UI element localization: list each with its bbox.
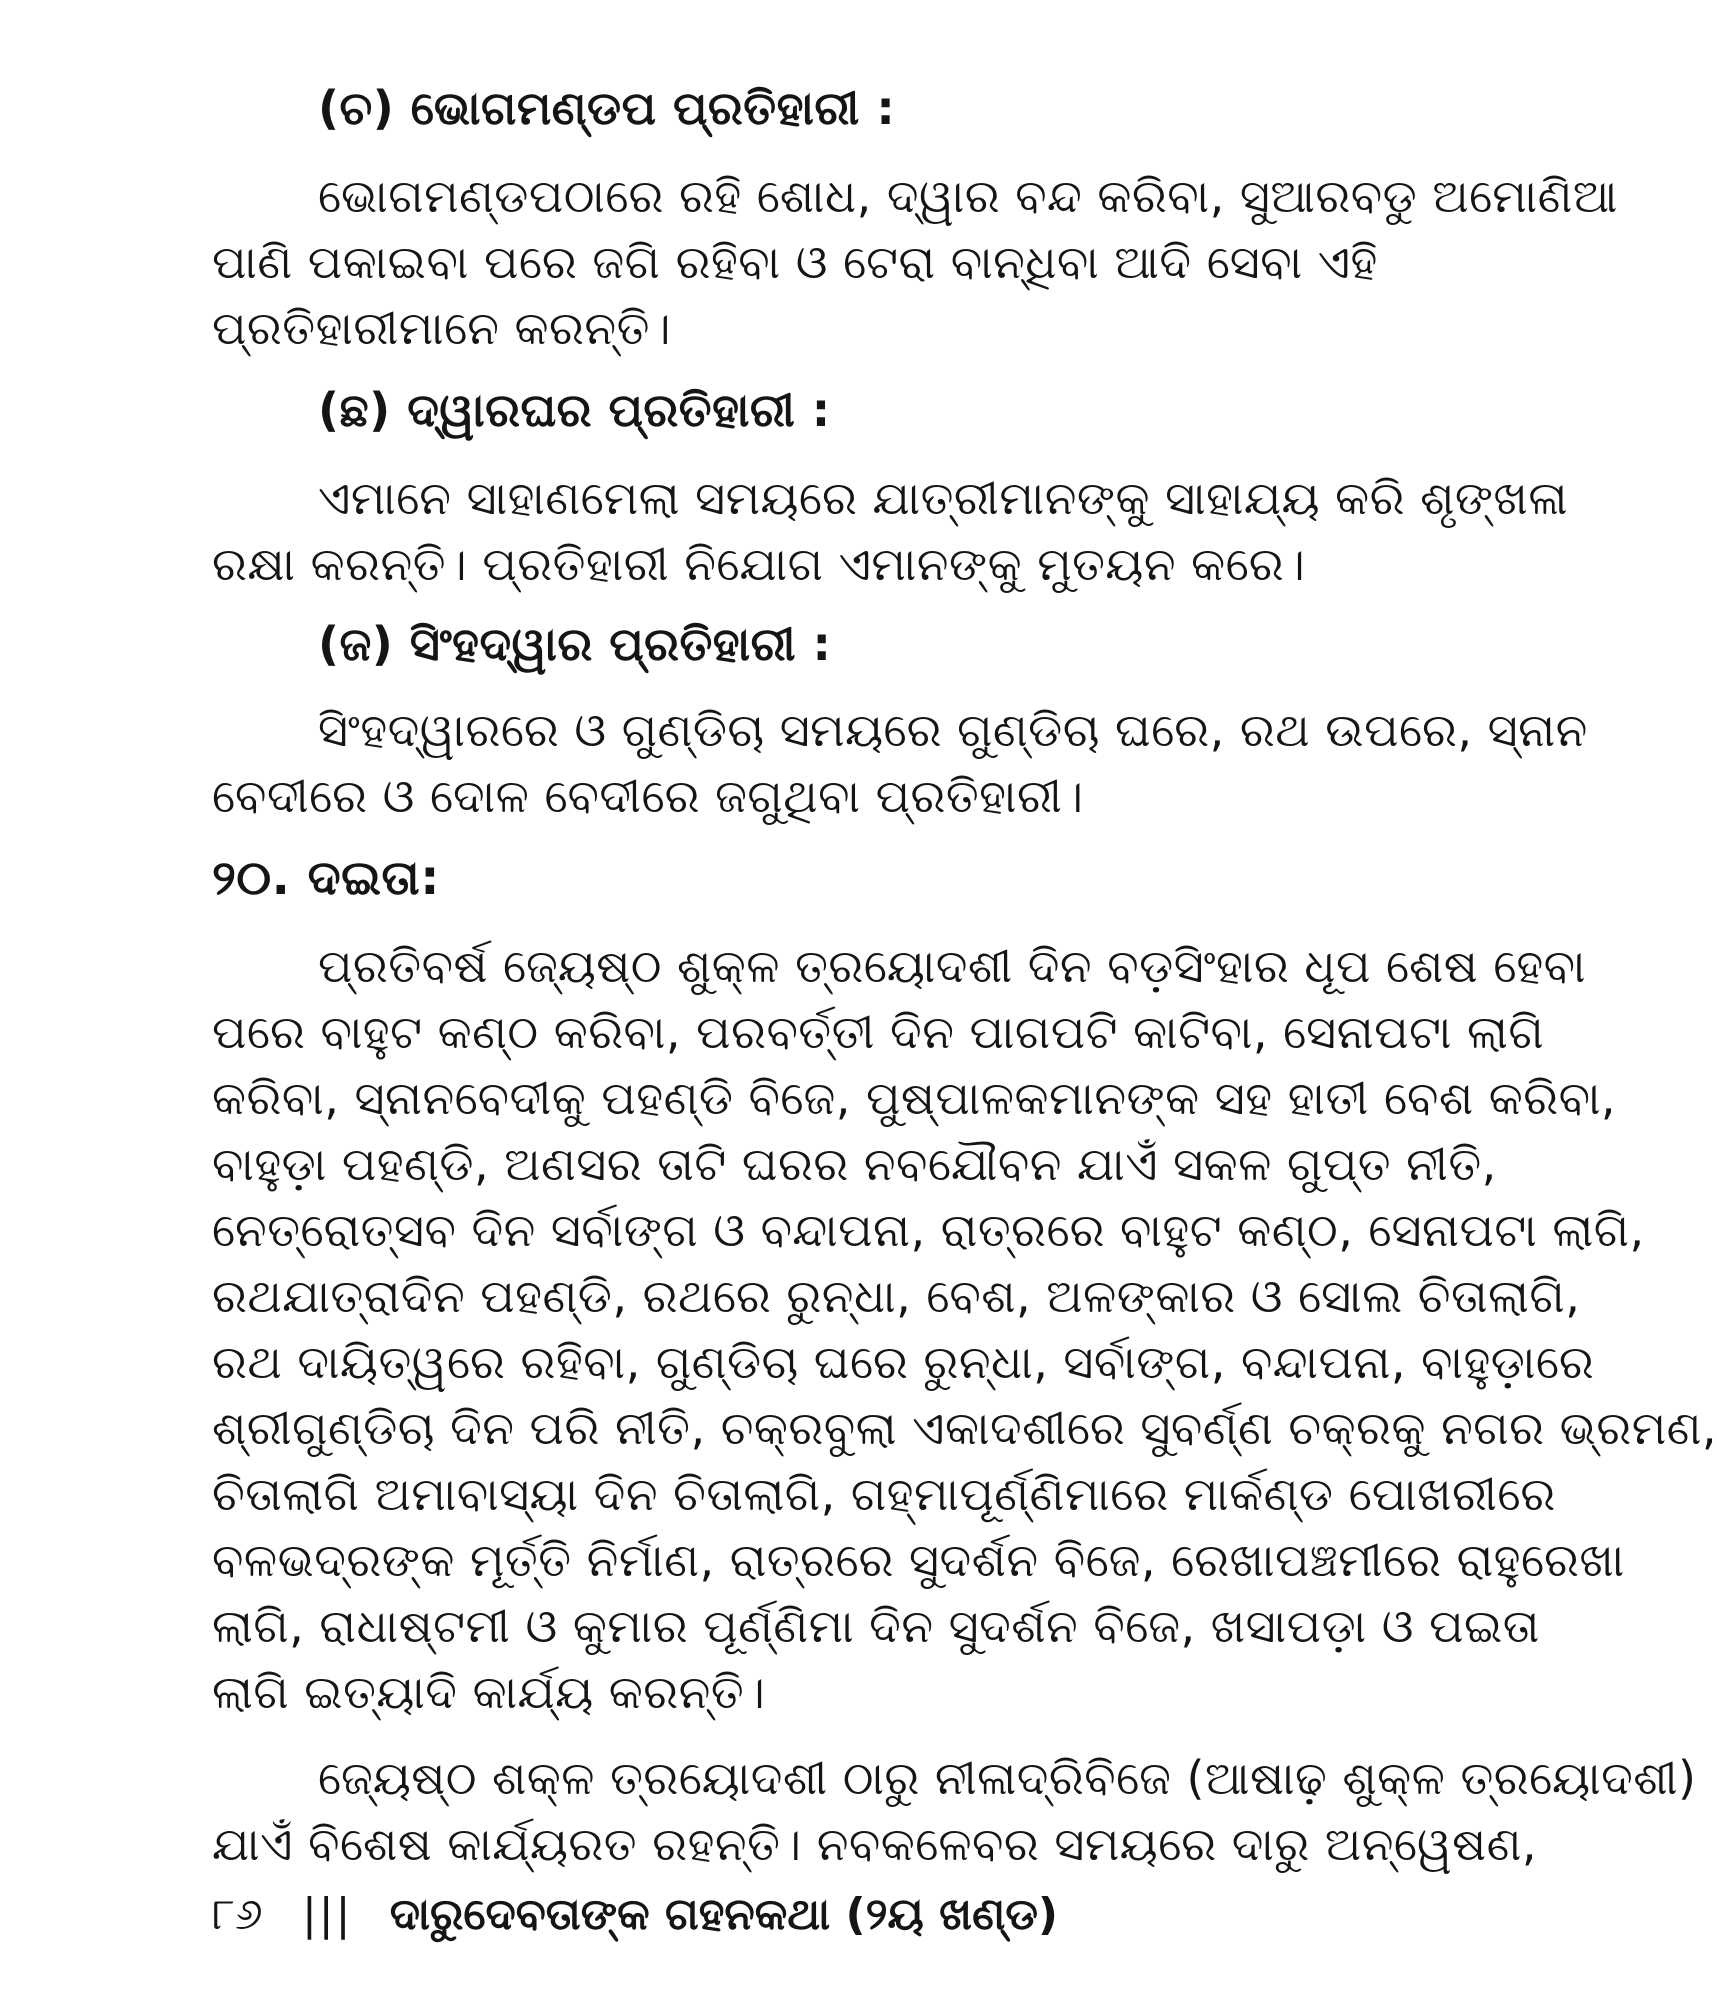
body-line: ସିଂହଦ୍ୱାରରେ ଓ ଗୁଣ୍ଡିଚା ସମୟରେ ଗୁଣ୍ଡିଚା ଘରେ, ରଥ ଉପରେ, ସ୍ନାନ <box>318 703 1588 757</box>
page-footer <box>212 1885 1058 1945</box>
body-line: ଲାଗି, ରାଧାଷ୍ଟମୀ ଓ କୁମାର ପୂର୍ଣ୍ଣିମା ଦିନ ସୁଦର୍ଶନ ବିଜେ, ଖସାପଡ଼ା ଓ ପଇତା <box>212 1599 1540 1653</box>
body-line: ପ୍ରତିବର୍ଷ ଜ୍ୟେଷ୍ଠ ଶୁକ୍ଳ ତ୍ରୟୋଦଶୀ ଦିନ ବଡ଼ସିଂହାର ଧୂପ ଶେଷ ହେବା <box>318 939 1587 993</box>
body-line: ଯାଏଁ ବିଶେଷ କାର୍ଯ୍ୟରତ ରହନ୍ତି। ନବକଳେବର ସମୟରେ ଦାରୁ ଅନ୍ୱେଷଣ, <box>212 1817 1538 1871</box>
section-heading-cha: (ଚ) ଭୋଗମଣ୍ଡପ ପ୍ରତିହାରୀ : <box>318 81 896 135</box>
body-line: ଚିତାଲାଗି ଅମାବାସ୍ୟା ଦିନ ଚିତାଲାଗି, ଗହ୍ମାପୂର୍ଣ୍ଣିମାରେ ମାର୍କଣ୍ଡ ପୋଖରୀରେ <box>212 1467 1556 1521</box>
body-line: ଭୋଗମଣ୍ଡପଠାରେ ରହି ଶୋଧ, ଦ୍ୱାର ବନ୍ଦ କରିବା, ସୁଆରବଡୁ ଅମୋଣିଆ <box>318 169 1618 223</box>
body-line: କରିବା, ସ୍ନାନବେଦୀକୁ ପହଣ୍ଡି ବିଜେ, ପୁଷ୍ପାଳକମାନଙ୍କ ସହ ହାତୀ ବେଶ କରିବା, <box>212 1071 1617 1125</box>
body-line: ବେଦୀରେ ଓ ଦୋଳ ବେଦୀରେ ଜଗୁଥିବା ପ୍ରତିହାରୀ। <box>212 769 1084 823</box>
body-line: ନେତ୍ରୋତ୍ସବ ଦିନ ସର୍ବାଙ୍ଗ ଓ ବନ୍ଦାପନା, ରାତ୍ରରେ ବାହୁଟ କଣ୍ଠ, ସେନାପଟା ଲାଗି, <box>212 1203 1645 1257</box>
body-line: ବଳଭଦ୍ରଙ୍କ ମୂର୍ତ୍ତି ନିର୍ମାଣ, ରାତ୍ରରେ ସୁଦର୍ଶନ ବିଜେ, ରେଖାପଞ୍ଚମୀରେ ରାହୁରେଖା <box>212 1533 1625 1587</box>
body-line: ପାଣି ପକାଇବା ପରେ ଜଗି ରହିବା ଓ ଟେରା ବାନ୍ଧିବା ଆଦି ସେବା ଏହି <box>212 235 1378 289</box>
body-line: ବାହୁଡ଼ା ପହଣ୍ଡି, ଅଣସର ତାଟି ଘରର ନବଯୌବନ ଯାଏଁ ସକଳ ଗୁପ୍ତ ନୀତି, <box>212 1137 1497 1191</box>
body-line: ଲାଗି ଇତ୍ୟାଦି କାର୍ଯ୍ୟ କରନ୍ତି। <box>212 1665 766 1719</box>
body-line: ପ୍ରତିହାରୀମାନେ କରନ୍ତି। <box>212 301 672 355</box>
body-line: ଜ୍ୟେଷ୍ଠ ଶକ୍ଳ ତ୍ରୟୋଦଶୀ ଠାରୁ ନୀଳାଦ୍ରିବିଜେ (ଆଷାଢ଼ ଶୁକ୍ଳ ତ୍ରୟୋଦଶୀ) <box>318 1751 1697 1805</box>
section-heading-20: ୨୦. ଦଇତା: <box>212 850 440 906</box>
body-line: ଏମାନେ ସାହାଣମେଲା ସମୟରେ ଯାତ୍ରୀମାନଙ୍କୁ ସାହାଯ୍ୟ କରି ଶୃଙ୍ଖଳା <box>318 471 1568 525</box>
book-title: ଦାରୁଦେବତାଙ୍କ ଗହନକଥା (୨ୟ ଖଣ୍ଡ) <box>389 1889 1059 1940</box>
body-line: ପରେ ବାହୁଟ କଣ୍ଠ କରିବା, ପରବର୍ତ୍ତୀ ଦିନ ପାଗପଟି କାଟିବା, ସେନାପଟା ଲାଗି <box>212 1005 1545 1059</box>
body-line: ରଥ ଦାୟିତ୍ୱରେ ରହିବା, ଗୁଣ୍ଡିଚା ଘରେ ରୁନ୍ଧା, ସର୍ବାଙ୍ଗ, ବନ୍ଦାପନା, ବାହୁଡ଼ାରେ <box>212 1335 1595 1389</box>
body-line: ଶ୍ରୀଗୁଣ୍ଡିଚା ଦିନ ପରି ନୀତି, ଚକ୍ରବୁଲା ଏକାଦଶୀରେ ସୁବର୍ଣ୍ଣ ଚକ୍ରକୁ ନଗର ଭ୍ରମଣ, <box>212 1401 1717 1455</box>
footer-separator: ||| <box>301 1889 353 1940</box>
body-line: ରକ୍ଷା କରନ୍ତି। ପ୍ରତିହାରୀ ନିଯୋଗ ଏମାନଙ୍କୁ ମୁତୟନ କରେ। <box>212 537 1306 591</box>
page-number: ୮୬ <box>212 1889 263 1940</box>
section-heading-ja: (ଜ) ସିଂହଦ୍ୱାର ପ୍ରତିହାରୀ : <box>318 617 832 671</box>
section-heading-chha: (ଛ) ଦ୍ୱାରଘର ପ୍ରତିହାରୀ : <box>318 383 831 437</box>
body-line: ରଥଯାତ୍ରାଦିନ ପହଣ୍ଡି, ରଥରେ ରୁନ୍ଧା, ବେଶ, ଅଳଙ୍କାର ଓ ସୋଲ ଚିତାଲାଗି, <box>212 1269 1581 1323</box>
